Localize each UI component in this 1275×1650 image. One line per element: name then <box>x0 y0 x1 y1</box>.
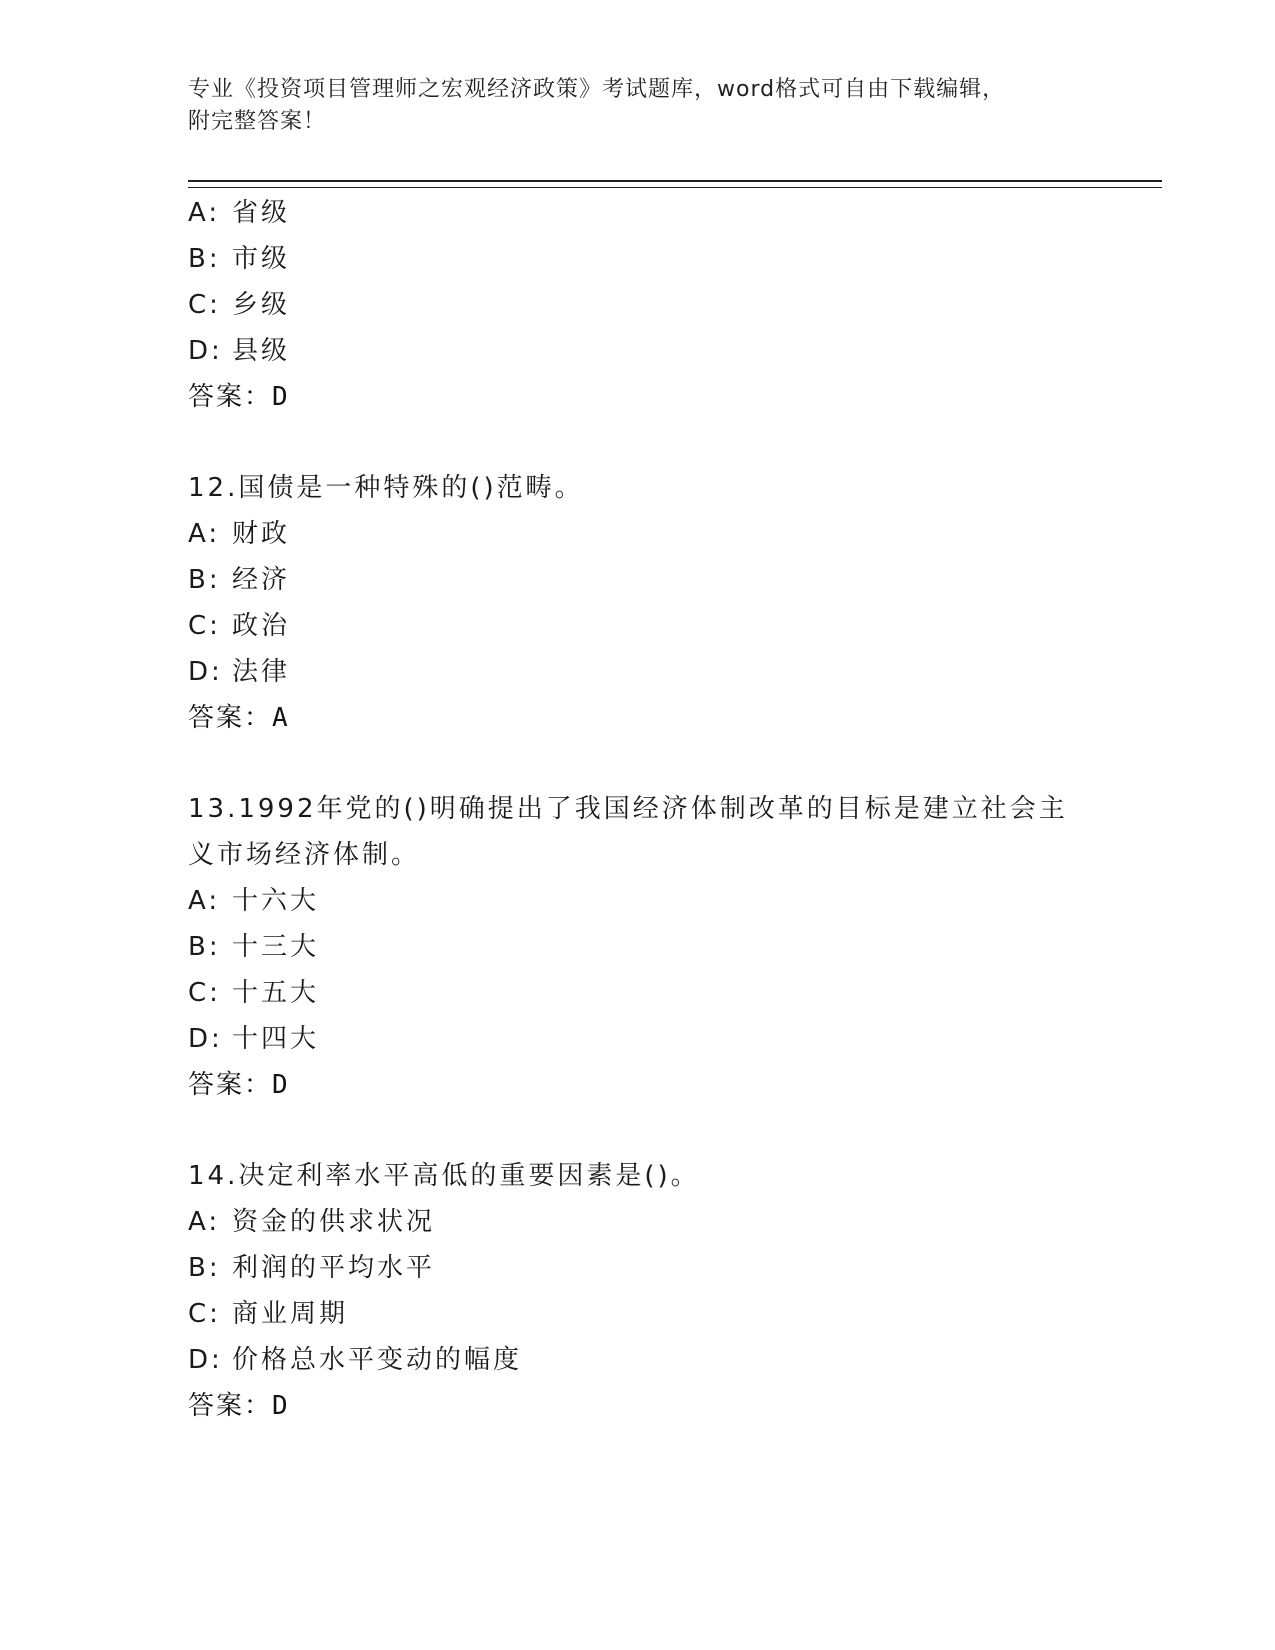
option-d <box>188 1337 1168 1383</box>
option-label: C: <box>188 978 221 1008</box>
option-text: 政治 <box>232 611 291 641</box>
answer-line <box>188 374 1168 420</box>
block-spacer <box>188 1108 1168 1153</box>
option-label: A: <box>188 886 221 916</box>
option-d <box>188 1016 1168 1062</box>
option-label: A: <box>188 519 221 549</box>
option-c <box>188 1291 1168 1337</box>
option-text: 省级 <box>232 198 291 228</box>
question-text: 13.1992年党的()明确提出了我国经济体制改革的目标是建立社会主义市场经济体制。 <box>188 794 1068 870</box>
answer-value: A <box>272 703 290 733</box>
block-spacer <box>188 741 1168 786</box>
option-text: 价格总水平变动的幅度 <box>232 1345 523 1375</box>
option-d <box>188 328 1168 374</box>
option-b <box>188 924 1168 970</box>
option-a <box>188 190 1168 236</box>
answer-label: 答案： <box>188 1070 273 1100</box>
header-line-1: 专业《投资项目管理师之宏观经济政策》考试题库，word格式可自由下载编辑， <box>188 77 1006 102</box>
question-block <box>188 190 1168 420</box>
header-line-2: 附完整答案！ <box>188 109 327 134</box>
option-label: B: <box>188 1253 221 1283</box>
option-b <box>188 236 1168 282</box>
option-c <box>188 282 1168 328</box>
answer-value: D <box>272 382 290 412</box>
option-label: B: <box>188 932 221 962</box>
option-text: 利润的平均水平 <box>232 1253 436 1283</box>
option-a <box>188 878 1168 924</box>
option-a <box>188 511 1168 557</box>
answer-label: 答案： <box>188 382 273 412</box>
option-text: 经济 <box>232 565 291 595</box>
option-text: 乡级 <box>232 290 291 320</box>
block-spacer <box>188 420 1168 465</box>
option-text: 法律 <box>232 657 291 687</box>
option-d <box>188 649 1168 695</box>
question-text: 12.国债是一种特殊的()范畴。 <box>188 473 584 503</box>
option-b <box>188 1245 1168 1291</box>
option-text: 县级 <box>232 336 291 366</box>
question-block <box>188 1153 1168 1429</box>
option-c <box>188 970 1168 1016</box>
option-label: C: <box>188 290 221 320</box>
question-text: 14.决定利率水平高低的重要因素是()。 <box>188 1161 700 1191</box>
option-b <box>188 557 1168 603</box>
option-text: 财政 <box>232 519 291 549</box>
option-text: 十三大 <box>232 932 320 962</box>
option-a <box>188 1199 1168 1245</box>
option-label: B: <box>188 244 221 274</box>
option-label: A: <box>188 198 221 228</box>
document-header <box>188 74 1088 138</box>
option-text: 商业周期 <box>232 1299 349 1329</box>
option-label: C: <box>188 1299 221 1329</box>
option-label: A: <box>188 1207 221 1237</box>
option-text: 十六大 <box>232 886 320 916</box>
option-label: D: <box>188 657 223 687</box>
option-text: 十四大 <box>232 1024 320 1054</box>
header-divider <box>188 180 1162 188</box>
answer-label: 答案： <box>188 703 273 733</box>
option-label: D: <box>188 1345 223 1375</box>
option-label: D: <box>188 1024 223 1054</box>
question-block <box>188 465 1168 741</box>
question-block <box>188 786 1168 1108</box>
option-label: C: <box>188 611 221 641</box>
option-text: 市级 <box>232 244 291 274</box>
answer-label: 答案： <box>188 1391 273 1421</box>
answer-value: D <box>272 1070 290 1100</box>
option-text: 资金的供求状况 <box>232 1207 436 1237</box>
option-label: B: <box>188 565 221 595</box>
option-text: 十五大 <box>232 978 320 1008</box>
option-label: D: <box>188 336 223 366</box>
answer-value: D <box>272 1391 290 1421</box>
answer-line <box>188 695 1168 741</box>
option-c <box>188 603 1168 649</box>
answer-line <box>188 1062 1168 1108</box>
question-list <box>188 190 1168 1429</box>
answer-line <box>188 1383 1168 1429</box>
